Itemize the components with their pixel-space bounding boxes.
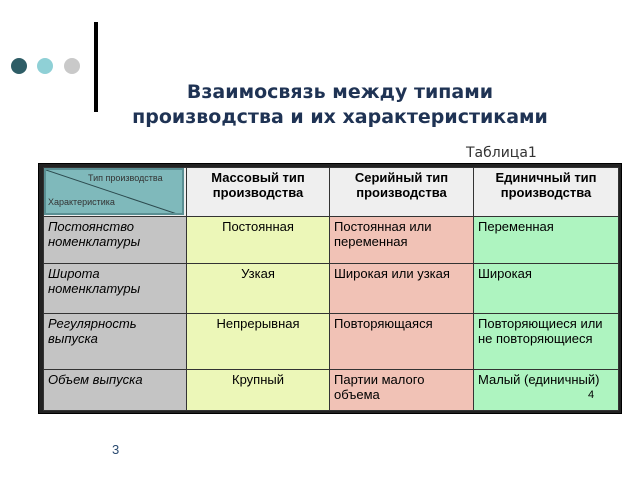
header-serial: Серийный тип производства xyxy=(330,168,474,217)
title-line-2: производства и их характеристиками xyxy=(132,106,548,128)
table-row xyxy=(44,370,619,411)
cell-single: Повторяющиеся или не повторяющиеся xyxy=(474,314,619,370)
vertical-divider xyxy=(94,22,98,112)
title-line-1: Взаимосвязь между типами xyxy=(186,81,494,103)
decorative-dot-2 xyxy=(37,58,53,74)
cell-single: Широкая xyxy=(474,264,619,314)
table-row xyxy=(44,314,619,370)
cell-mass: Непрерывная xyxy=(187,314,330,370)
table-row xyxy=(44,264,619,314)
row-label: Широта номенклатуры xyxy=(44,264,187,314)
inner-page-number: 4 xyxy=(588,389,595,401)
cell-mass: Крупный xyxy=(187,370,330,411)
slide-title xyxy=(100,80,580,130)
table-corner-label xyxy=(44,168,184,215)
decorative-dot-1 xyxy=(11,58,27,74)
row-label: Регулярность выпуска xyxy=(44,314,187,370)
table-caption: Таблица1 xyxy=(466,145,537,161)
cell-serial: Постоянная или переменная xyxy=(330,217,474,264)
cell-mass: Постоянная xyxy=(187,217,330,264)
corner-bottom-text: Характеристика xyxy=(48,197,115,207)
cell-serial: Повторяющаяся xyxy=(330,314,474,370)
cell-serial: Широкая или узкая xyxy=(330,264,474,314)
row-label: Объем выпуска xyxy=(44,370,187,411)
decorative-dot-3 xyxy=(64,58,80,74)
cell-serial: Партии малого объема xyxy=(330,370,474,411)
cell-mass: Узкая xyxy=(187,264,330,314)
header-mass: Массовый тип производства xyxy=(187,168,330,217)
corner-top-text: Тип производства xyxy=(88,173,163,183)
page-number: 3 xyxy=(112,442,120,457)
cell-single: Переменная xyxy=(474,217,619,264)
row-label: Постоянство номенклатуры xyxy=(44,217,187,264)
cell-single: Малый (единичный) xyxy=(474,370,619,411)
table-row xyxy=(44,217,619,264)
header-single: Единичный тип производства xyxy=(474,168,619,217)
